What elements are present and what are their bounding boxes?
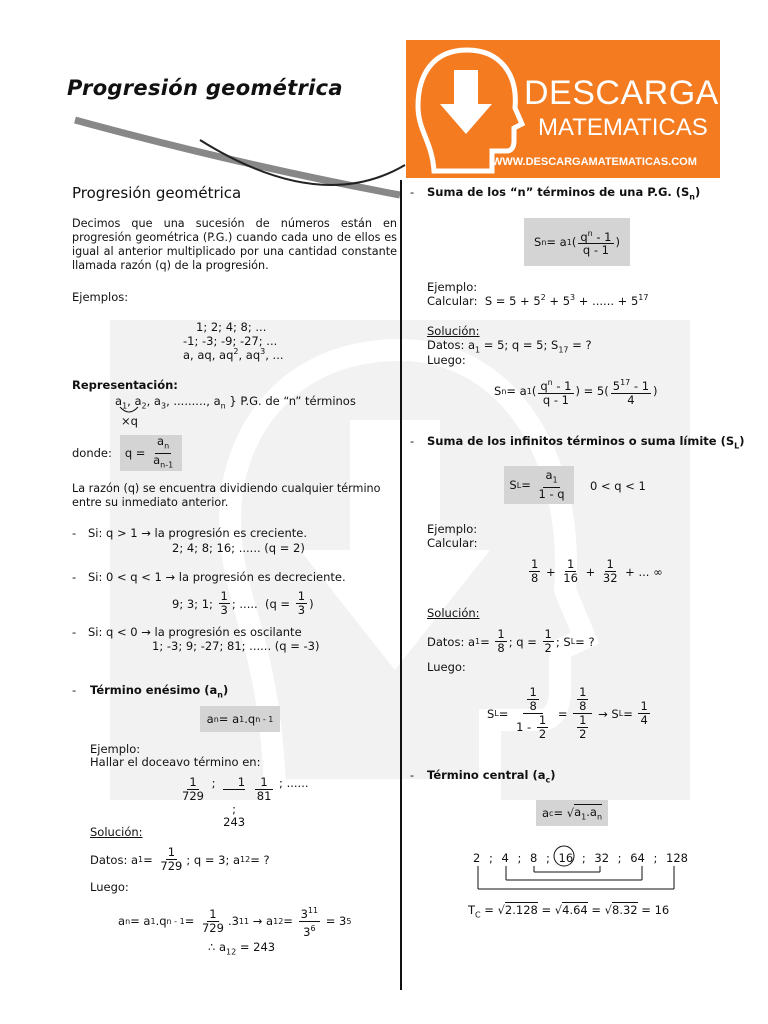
solution-data: Datos: $a_1 = 5$; q = 5; $S_{17}$ = ? bbox=[427, 338, 592, 355]
example-label: Ejemplo: bbox=[427, 522, 478, 536]
final-value: = 243 bbox=[236, 940, 276, 954]
luego-label: Luego: bbox=[90, 880, 129, 894]
calc-label: Calcular: bbox=[427, 536, 478, 550]
case-oscillating: Si: q < 0 → la progresión es oscilante bbox=[88, 625, 302, 639]
central-term-formula-box: a c = √ $a_1.a_n$ bbox=[536, 800, 608, 826]
dash: - bbox=[72, 526, 77, 540]
dash: - bbox=[72, 683, 77, 697]
page-title: Progresión geométrica bbox=[67, 76, 343, 100]
dash: - bbox=[410, 768, 415, 782]
brand-logo bbox=[406, 40, 720, 178]
dash: - bbox=[410, 434, 415, 448]
representation-label: Representación: bbox=[72, 378, 178, 392]
seq-term: 32 bbox=[594, 851, 610, 865]
pg-terms-text: } P.G. de “n” términos bbox=[229, 394, 356, 408]
sum-n-heading: Suma de los “n” términos de una P.G. $(S_n)$ bbox=[427, 185, 701, 202]
example-label: Ejemplo: bbox=[90, 742, 141, 756]
luego-label: Luego: bbox=[427, 660, 466, 674]
example-label: Ejemplo: bbox=[427, 280, 478, 294]
seq-term: 64 bbox=[630, 851, 645, 865]
condition: 0 < q < 1 bbox=[590, 479, 646, 493]
calc-sum: Calcular: $S = 5 + 5^2 + 5^3$ + ...... + $5^{17}$ bbox=[427, 293, 649, 308]
case-decreasing: Si: 0 < q < 1 → la progresión es decreciente. bbox=[88, 570, 346, 584]
sum-solution-formula: S n = a 1 ( $\frac{q^n - 1}{q - 1}$ ) = 5( $\frac{5^{17} - 1}{4}$ ) bbox=[494, 378, 658, 407]
infinite-solution-formula: S L = $\frac{1}{8}$ 1 - $\frac{1}{2}$ = $\frac{\frac{1}{8}}{\frac{1}{2}}$ → S L = $\frac{1}{4}$ bbox=[487, 685, 648, 741]
case-oscillating-example: 1; -3; 9; -27; 81; ...... (q = -3) bbox=[152, 639, 320, 653]
ratio-formula-box: q = $\frac{a_n}{a_{n-1}}$ bbox=[120, 435, 182, 471]
donde-label: donde: bbox=[72, 446, 112, 460]
case-increasing: Si: q > 1 → la progresión es creciente. bbox=[88, 526, 307, 540]
seq-term: 4 bbox=[501, 851, 509, 865]
final-prefix: ∴ a bbox=[208, 940, 227, 954]
nth-term-formula-box: a n = a 1 .q n - 1 bbox=[200, 706, 280, 732]
solution-formula: a n = a 1 .q n - 1 = $\frac{1}{729}$ .3 11 → a 12 = $\frac{3^{11}}{3^6}$ = 3 5 bbox=[118, 906, 352, 939]
case-decreasing-example: 9; 3; 1; $\frac{1}{3}$ ; ..... (q = $\frac{1}{3}$ ) bbox=[172, 589, 314, 617]
central-term-heading-text: Término central (a bbox=[427, 768, 546, 782]
central-sequence: 2 ; 4 ; 8 ; 16 ; 32 ; 64 ; 128 bbox=[473, 851, 688, 865]
nth-term-heading: Término enésimo $(a_n)$ bbox=[90, 683, 229, 700]
example-seq-1: 1; 2; 4; 8; ... bbox=[196, 320, 267, 334]
representation-formula: $a_1$, $a_2$, $a_3$, ........., $a_n$ } P.G. de “n” términos bbox=[115, 394, 356, 411]
luego-label: Luego: bbox=[427, 353, 466, 367]
dash: - bbox=[410, 185, 415, 199]
times-q: ×q bbox=[121, 414, 138, 428]
head-download-icon bbox=[412, 46, 530, 174]
section-heading: Progresión geométrica bbox=[72, 184, 242, 202]
infinite-sum-formula-box: S L = $\frac{a_1}{1 - q}$ bbox=[504, 466, 574, 504]
central-term-heading: Término central $(a_c)$ bbox=[427, 768, 556, 785]
logo-url: WWW.DESCARGAMATEMATICAS.COM bbox=[492, 156, 697, 168]
final-answer: ∴ $a_{12} = 243$ bbox=[208, 940, 276, 957]
nth-term-heading-text: Término enésimo (a bbox=[90, 683, 218, 697]
example-sequence: $\frac{1}{729}$ ; 1 ; 243 $\frac{1}{81}$ ; ...... bbox=[182, 775, 309, 829]
solution-label: Solución: bbox=[90, 825, 143, 839]
solution-label: Solución: bbox=[427, 324, 480, 338]
dash: - bbox=[72, 570, 77, 584]
example-seq-2: -1; -3; -9; -27; ... bbox=[183, 334, 278, 348]
dash: - bbox=[72, 625, 77, 639]
intro-paragraph: Decimos que una sucesión de números están en progresión geométrica (P.G.) cuando cada uno de ellos es igual al anterior multiplicado por una cantidad constante llamada razón (q) de la progresión. bbox=[72, 217, 397, 272]
sum-n-formula-box: S n = a 1 ( $\frac{q^n - 1}{q - 1}$ ) bbox=[524, 218, 630, 266]
solution-label: Solución: bbox=[427, 606, 480, 620]
infinite-sum-heading: Suma de los infinitos términos o suma límite $(S_L)$ bbox=[427, 434, 745, 451]
case-increasing-example: 2; 4; 8; 16; ...... (q = 2) bbox=[172, 541, 305, 555]
infinite-sum-heading-text: Suma de los infinitos términos o suma límite (S bbox=[427, 434, 735, 448]
seq-term: 128 bbox=[666, 851, 688, 865]
example-seq-3: a, aq, $aq^2$, $aq^3$, ... bbox=[183, 347, 284, 362]
logo-line2: MATEMATICAS bbox=[538, 114, 708, 141]
solution-data: Datos: a 1 = $\frac{1}{729}$ ; q = 3; a 12 = ? bbox=[90, 845, 270, 873]
infinite-series: $\frac{1}{8}$ + $\frac{1}{16}$ + $\frac{1}{32}$ + ... ∞ bbox=[531, 557, 663, 585]
seq-term: 16 bbox=[558, 851, 574, 865]
column-divider bbox=[400, 180, 402, 990]
example-text: Hallar el doceavo término en: bbox=[90, 755, 261, 769]
infinite-solution-data: Datos: a 1 = $\frac{1}{8}$ ; q = $\frac{1}{2}$ ; S L = ? bbox=[427, 627, 595, 655]
central-term-result: $T_C = √2.128 = √4.64 = √8.32 = 16$ bbox=[468, 903, 670, 920]
calc-label: Calcular: bbox=[427, 293, 478, 308]
ratio-paragraph: La razón (q) se encuentra dividiendo cualquier término entre su inmediato anterior. bbox=[72, 482, 381, 509]
examples-label: Ejemplos: bbox=[72, 290, 129, 304]
seq-term: 2 bbox=[473, 851, 481, 865]
seq-term: 8 bbox=[530, 851, 538, 865]
sum-n-heading-text: Suma de los “n” términos de una P.G. (S bbox=[427, 185, 690, 199]
logo-line1: DESCARGA bbox=[524, 74, 719, 112]
